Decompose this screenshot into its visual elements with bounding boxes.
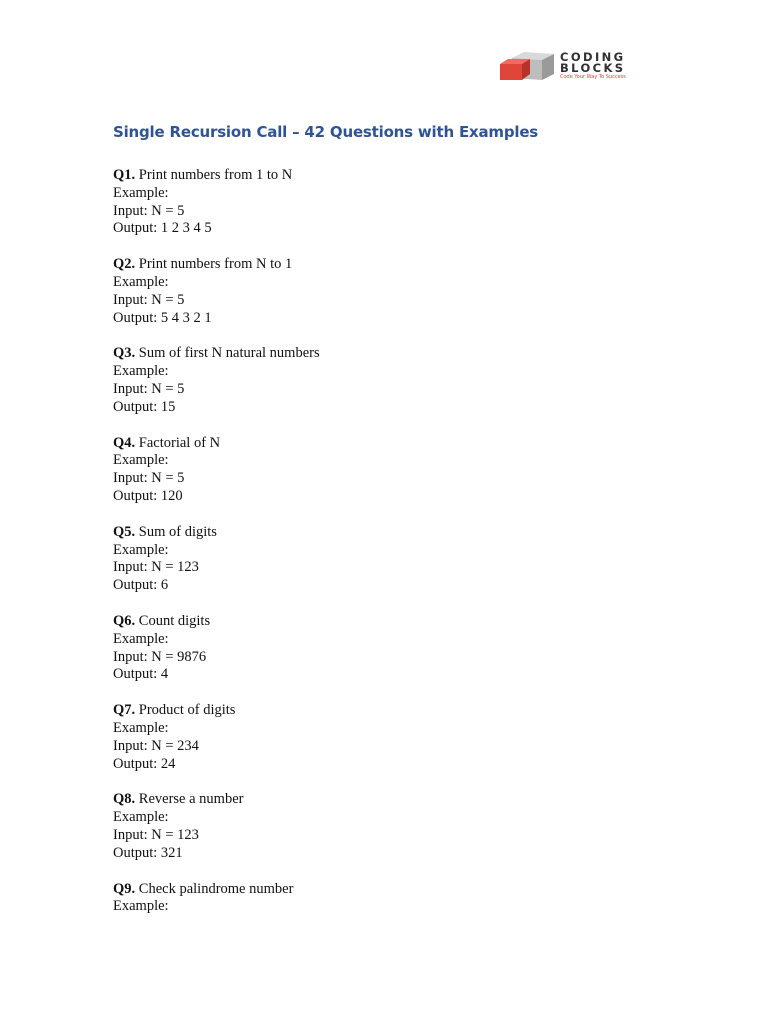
question-heading (113, 881, 713, 899)
question-number: Q7. (113, 702, 136, 719)
logo-brand-line2: BLOCKS (560, 61, 626, 75)
example-input: Input: N = 123 (113, 559, 199, 576)
question-item (113, 702, 713, 791)
question-text: Count digits (138, 612, 211, 629)
question-number: Q9. (113, 880, 136, 897)
example-output: Output: 15 (113, 398, 176, 415)
question-item (113, 791, 713, 880)
logo-brand-line1: CODING (560, 50, 626, 64)
coding-blocks-logo (498, 50, 643, 82)
example-output: Output: 6 (113, 577, 169, 594)
question-heading (113, 256, 713, 274)
question-number: Q5. (113, 523, 136, 540)
example-label: Example: (113, 898, 169, 915)
example-input: Input: N = 123 (113, 826, 199, 843)
question-number: Q1. (113, 167, 136, 183)
example-label: Example: (113, 452, 169, 469)
document-title: Single Recursion Call – 42 Questions with Examples (113, 123, 539, 141)
question-text: Product of digits (138, 702, 236, 719)
question-item (113, 435, 713, 524)
question-heading (113, 702, 713, 720)
example-label: Example: (113, 184, 169, 201)
example-input: Input: N = 5 (113, 470, 185, 487)
example-label: Example: (113, 541, 169, 558)
question-item (113, 881, 713, 970)
question-text: Sum of digits (138, 523, 217, 540)
question-item (113, 256, 713, 345)
question-item (113, 613, 713, 702)
question-text: Check palindrome number (138, 880, 294, 897)
example-label: Example: (113, 719, 169, 736)
example-label: Example: (113, 630, 169, 647)
example-output: Output: 5 4 3 2 1 (113, 309, 212, 326)
question-text: Print numbers from 1 to N (138, 167, 293, 183)
question-number: Q2. (113, 256, 136, 273)
question-text: Reverse a number (138, 791, 244, 808)
example-input: Input: N = 5 (113, 202, 185, 219)
question-list (113, 167, 713, 970)
example-input: Input: N = 5 (113, 291, 185, 308)
example-input: Input: N = 5 (113, 380, 185, 397)
question-number: Q8. (113, 791, 136, 808)
question-text: Print numbers from N to 1 (138, 256, 293, 273)
example-output: Output: 1 2 3 4 5 (113, 220, 212, 237)
example-label: Example: (113, 273, 169, 290)
question-heading (113, 613, 713, 631)
question-number: Q6. (113, 612, 136, 629)
question-item (113, 345, 713, 434)
question-text: Sum of first N natural numbers (138, 345, 320, 362)
example-output: Output: 24 (113, 755, 176, 772)
logo-tagline: Code Your Way To Success (560, 74, 626, 80)
question-item (113, 167, 713, 256)
question-heading (113, 435, 713, 453)
example-label: Example: (113, 809, 169, 826)
question-heading (113, 345, 713, 363)
question-heading (113, 167, 713, 185)
question-heading (113, 524, 713, 542)
example-output: Output: 321 (113, 844, 183, 861)
question-number: Q3. (113, 345, 136, 362)
question-number: Q4. (113, 434, 136, 451)
example-output: Output: 120 (113, 487, 183, 504)
question-heading (113, 791, 713, 809)
example-label: Example: (113, 363, 169, 380)
example-input: Input: N = 9876 (113, 648, 207, 665)
example-output: Output: 4 (113, 666, 169, 683)
question-text: Factorial of N (138, 434, 221, 451)
example-input: Input: N = 234 (113, 737, 199, 754)
question-item (113, 524, 713, 613)
cube-icon (498, 50, 558, 82)
